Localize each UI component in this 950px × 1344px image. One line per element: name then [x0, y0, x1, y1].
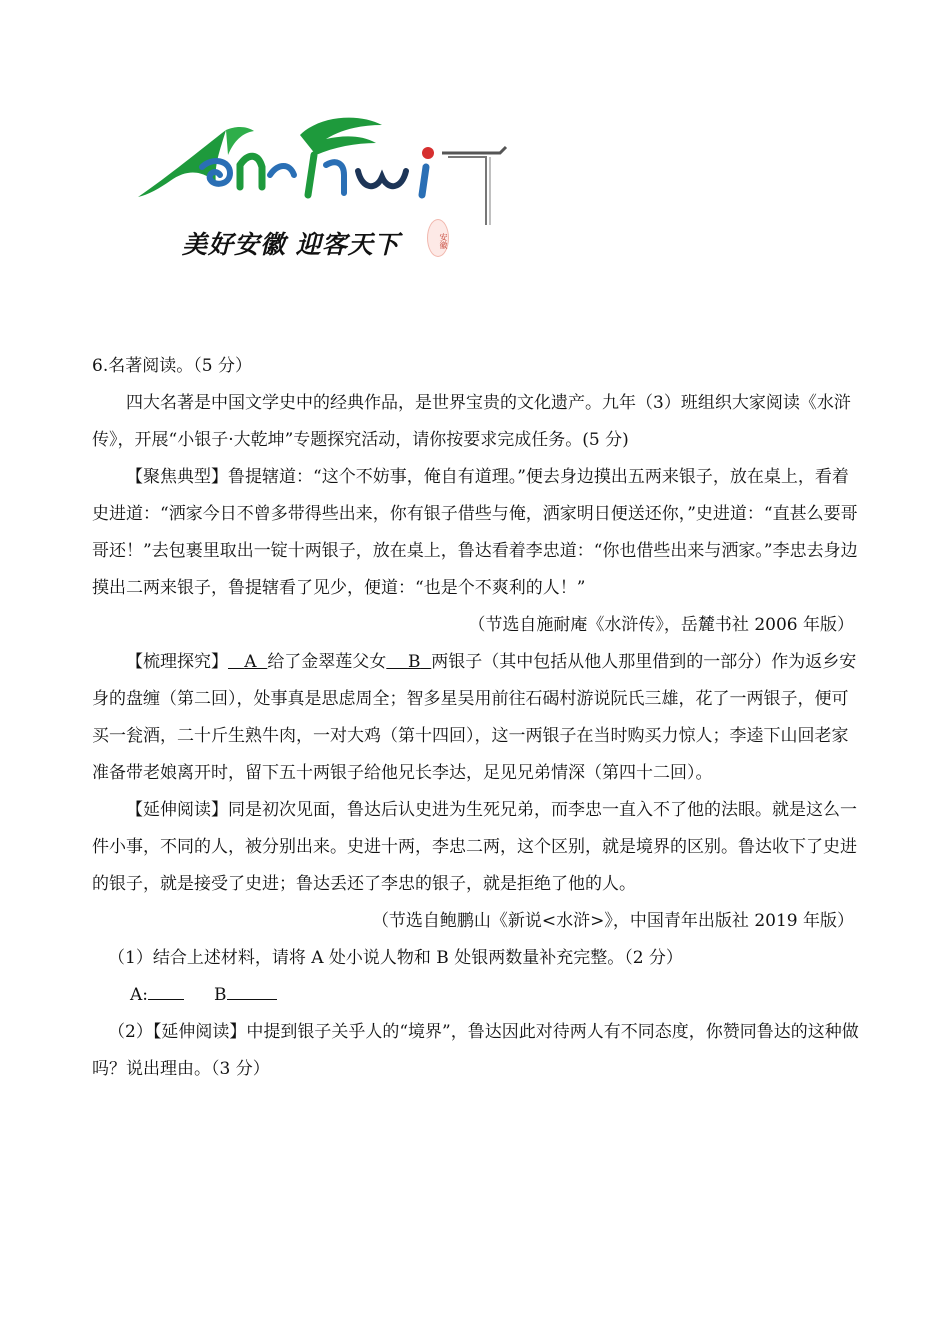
answer-a-blank[interactable]	[148, 979, 184, 1000]
explore-mid: 给了金翠莲父女	[267, 652, 387, 672]
anhui-logo	[130, 105, 515, 275]
extend-text: 同是初次见面，鲁达后认史进为生死兄弟，而李忠一直入不了他的法眼。就是这么一件小事，不同的人，被分别出来。史进十两，李忠二两，这个区别，就是境界的区别。鲁达收下了史进的银子，就是接受了史进；鲁达丢还了李忠的银子，就是拒绝了他的人。	[92, 800, 857, 894]
focus-text: 鲁提辖道：“这个不妨事，俺自有道理。”便去身边摸出五两来银子，放在桌上，看着史进道：“洒家今日不曾多带得些出来，你有银子借些与俺，洒家明日便送还你，”史进道：“直甚么要哥哥还！”去包裹里取出一锭十两银子，放在桌上，鲁达看着李忠道：“你也借些出来与洒家。”李忠去身边摸出二两来银子，鲁提辖看了见少，便道：“也是个不爽利的人！”	[92, 467, 858, 598]
explore-paragraph	[92, 644, 862, 792]
question-intro: 四大名著是中国文学史中的经典作品，是世界宝贵的文化遗产。九年（3）班组织大家阅读《水浒传》，开展“小银子·大乾坤”专题探究活动，请你按要求完成任务。(5 分)	[92, 393, 851, 450]
red-seal-stamp: 安徽	[427, 219, 449, 257]
extend-paragraph	[92, 792, 862, 903]
sub-question-1: （1）结合上述材料，请将 A 处小说人物和 B 处银两数量补充完整。（2 分）	[108, 948, 683, 968]
sub-question-2: （2）【延伸阅读】中提到银子关乎人的“境界”，鲁达因此对待两人有不同态度，你赞同鲁达的这种做吗？说出理由。（3 分）	[92, 1022, 859, 1079]
answer-b-blank[interactable]	[227, 979, 277, 1000]
reading-question	[92, 348, 862, 1088]
logo-slogan: 美好安徽 迎客天下	[182, 230, 400, 259]
extend-label: 【延伸阅读】	[126, 800, 228, 820]
explore-label: 【梳理探究】	[126, 652, 228, 672]
focus-label: 【聚焦典型】	[126, 467, 228, 487]
focus-source: （节选自施耐庵《水浒传》，岳麓书社 2006 年版）	[468, 615, 854, 635]
extend-source: （节选自鲍鹏山《新说<水浒>》，中国青年出版社 2019 年版）	[371, 911, 854, 931]
sub-question-1-answers	[92, 977, 862, 1014]
question-heading: 6.名著阅读。（5 分）	[92, 356, 252, 376]
blank-a: A	[244, 652, 257, 672]
answer-b-label: B	[214, 985, 227, 1005]
anhui-wordmark-graphic	[130, 105, 515, 225]
blank-b: B	[407, 652, 421, 672]
focus-paragraph	[92, 459, 862, 607]
explore-text: 两银子（其中包括从他人那里借到的一部分）作为返乡安身的盘缠（第二回），处事真是思虑周全；智多星吴用前往石碣村游说阮氏三雄，花了一两银子，便可买一瓮酒，二十斤生熟牛肉，一对大鸡（第十四回），这一两银子在当时购买力惊人；李逵下山回老家准备带老娘离开时，留下五十两银子给他兄长李达，足见兄弟情深（第四十二回）。	[92, 652, 857, 783]
answer-a-label: A:	[130, 985, 149, 1005]
